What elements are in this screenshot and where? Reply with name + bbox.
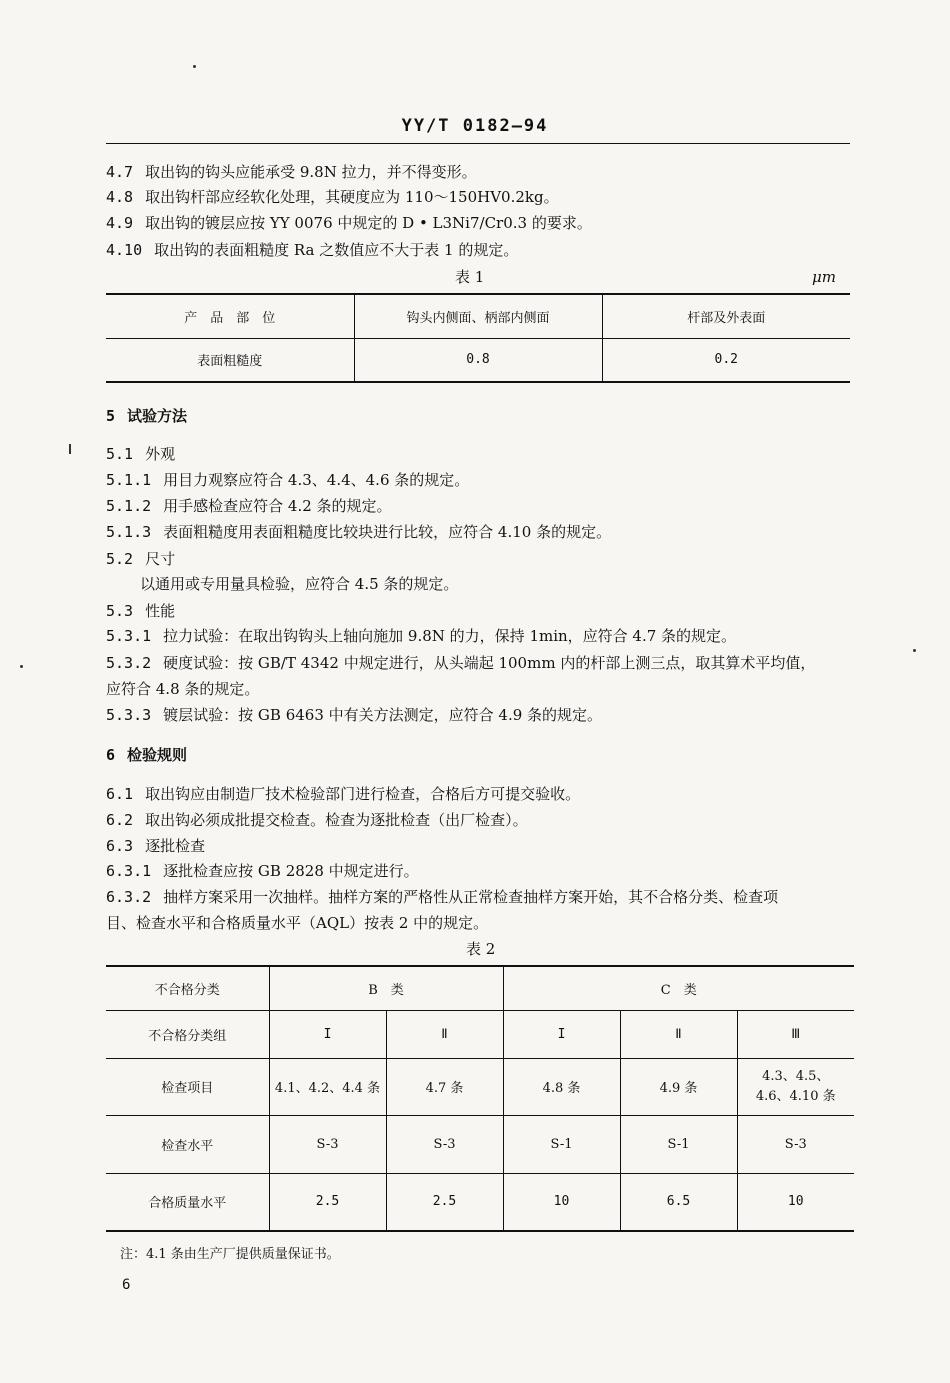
clause-6-3: 6.3 逐批检查 <box>106 837 206 855</box>
table2-label-level: 检查水平 <box>106 1115 269 1173</box>
table2-label-group: 不合格分类组 <box>106 1010 269 1058</box>
table1-unit: μm <box>812 268 836 286</box>
clause-5-3-2-cont: 应符合 4.8 条的规定。 <box>106 680 260 698</box>
table2-group-c3: Ⅲ <box>737 1010 854 1058</box>
table2-class-c: C 类 <box>503 966 854 1010</box>
clause-5-3-1: 5.3.1 拉力试验：在取出钩钩头上轴向施加 9.8N 的力，保持 1min，应符合 4.7 条的规定。 <box>106 627 737 645</box>
scan-speck <box>193 65 196 68</box>
clause-4-10: 4.10 取出钩的表面粗糙度 Ra 之数值应不大于表 1 的规定。 <box>106 241 519 259</box>
header-rule <box>106 143 850 144</box>
table2-level-c3: S-3 <box>737 1115 854 1173</box>
scan-speck <box>69 444 71 454</box>
clause-6-3-2-cont: 目、检查水平和合格质量水平（AQL）按表 2 中的规定。 <box>106 914 489 932</box>
table1-header-inner: 钩头内侧面、柄部内侧面 <box>354 294 602 338</box>
table2-group-c1: I <box>503 1010 620 1058</box>
clause-5-1-2: 5.1.2 用手感检查应符合 4.2 条的规定。 <box>106 497 392 515</box>
table2-label-category: 不合格分类 <box>106 966 269 1010</box>
table2-label-aql: 合格质量水平 <box>106 1173 269 1231</box>
table2-caption: 表 2 <box>466 940 496 958</box>
table2-level-b2: S-3 <box>386 1115 503 1173</box>
clause-5-1-1: 5.1.1 用目力观察应符合 4.3、4.4、4.6 条的规定。 <box>106 471 470 489</box>
clause-4-8: 4.8 取出钩杆部应经软化处理，其硬度应为 110～150HV0.2kg。 <box>106 188 559 206</box>
section6-title: 6 检验规则 <box>106 746 188 764</box>
scan-speck <box>20 665 23 668</box>
table2-class-b: B 类 <box>269 966 503 1010</box>
clause-6-3-1: 6.3.1 逐批检查应按 GB 2828 中规定进行。 <box>106 862 419 880</box>
table2-items-b1: 4.1、4.2、4.4 条 <box>269 1058 386 1115</box>
clause-6-1: 6.1 取出钩应由制造厂技术检验部门进行检查，合格后方可提交验收。 <box>106 785 581 803</box>
table2-group-c2: Ⅱ <box>620 1010 737 1058</box>
clause-5-3: 5.3 性能 <box>106 602 176 620</box>
page-header: YY/T 0182—94 <box>401 116 549 136</box>
clause-5-1-3: 5.1.3 表面粗糙度用表面粗糙度比较块进行比较，应符合 4.10 条的规定。 <box>106 523 612 541</box>
table2-items-c3-line1: 4.3、4.5、 <box>762 1068 830 1084</box>
table2-items-c3 <box>737 1058 854 1115</box>
table2-aql-c3: 10 <box>737 1173 854 1231</box>
table1-header-outer: 杆部及外表面 <box>602 294 850 338</box>
table2-aql-c2: 6.5 <box>620 1173 737 1231</box>
clause-5-3-3: 5.3.3 镀层试验：按 GB 6463 中有关方法测定，应符合 4.9 条的规定。 <box>106 706 603 724</box>
clause-5-1: 5.1 外观 <box>106 445 176 463</box>
table2-label-items: 检查项目 <box>106 1058 269 1115</box>
table2-aql-c1: 10 <box>503 1173 620 1231</box>
table1-header-part: 产 品 部 位 <box>106 294 354 338</box>
table1 <box>106 293 850 383</box>
table2-items-b2: 4.7 条 <box>386 1058 503 1115</box>
table2-note: 注：4.1 条由生产厂提供质量保证书。 <box>120 1247 340 1262</box>
table1-caption: 表 1 <box>455 268 485 286</box>
table2-group-b1: I <box>269 1010 386 1058</box>
clause-5-2: 5.2 尺寸 <box>106 550 176 568</box>
clause-4-7: 4.7 取出钩的钩头应能承受 9.8N 拉力，并不得变形。 <box>106 163 477 181</box>
clause-5-2-body: 以通用或专用量具检验，应符合 4.5 条的规定。 <box>140 575 459 593</box>
table2-aql-b1: 2.5 <box>269 1173 386 1231</box>
section5-title: 5 试验方法 <box>106 407 188 425</box>
clause-6-3-2: 6.3.2 抽样方案采用一次抽样。抽样方案的严格性从正常检查抽样方案开始，其不合格分类、检查项 <box>106 888 779 906</box>
table2-aql-b2: 2.5 <box>386 1173 503 1231</box>
table2 <box>106 965 854 1232</box>
table2-items-c1: 4.8 条 <box>503 1058 620 1115</box>
table1-value-outer: 0.2 <box>602 338 850 382</box>
clause-5-3-2: 5.3.2 硬度试验：按 GB/T 4342 中规定进行，从头端起 100mm 内的杆部上测三点，取其算术平均值， <box>106 654 816 672</box>
table2-level-b1: S-3 <box>269 1115 386 1173</box>
table2-items-c3-line2: 4.6、4.10 条 <box>755 1088 836 1104</box>
table2-items-c2: 4.9 条 <box>620 1058 737 1115</box>
table1-value-inner: 0.8 <box>354 338 602 382</box>
table2-level-c1: S-1 <box>503 1115 620 1173</box>
clause-6-2: 6.2 取出钩必须成批提交检查。检查为逐批检查（出厂检查）。 <box>106 811 528 829</box>
table1-row-label: 表面粗糙度 <box>106 338 354 382</box>
table2-group-b2: Ⅱ <box>386 1010 503 1058</box>
clause-4-9: 4.9 取出钩的镀层应按 YY 0076 中规定的 D • L3Ni7/Cr0.3 的要求。 <box>106 214 592 232</box>
table2-level-c2: S-1 <box>620 1115 737 1173</box>
page-number: 6 <box>122 1277 131 1293</box>
scan-speck <box>913 649 916 652</box>
